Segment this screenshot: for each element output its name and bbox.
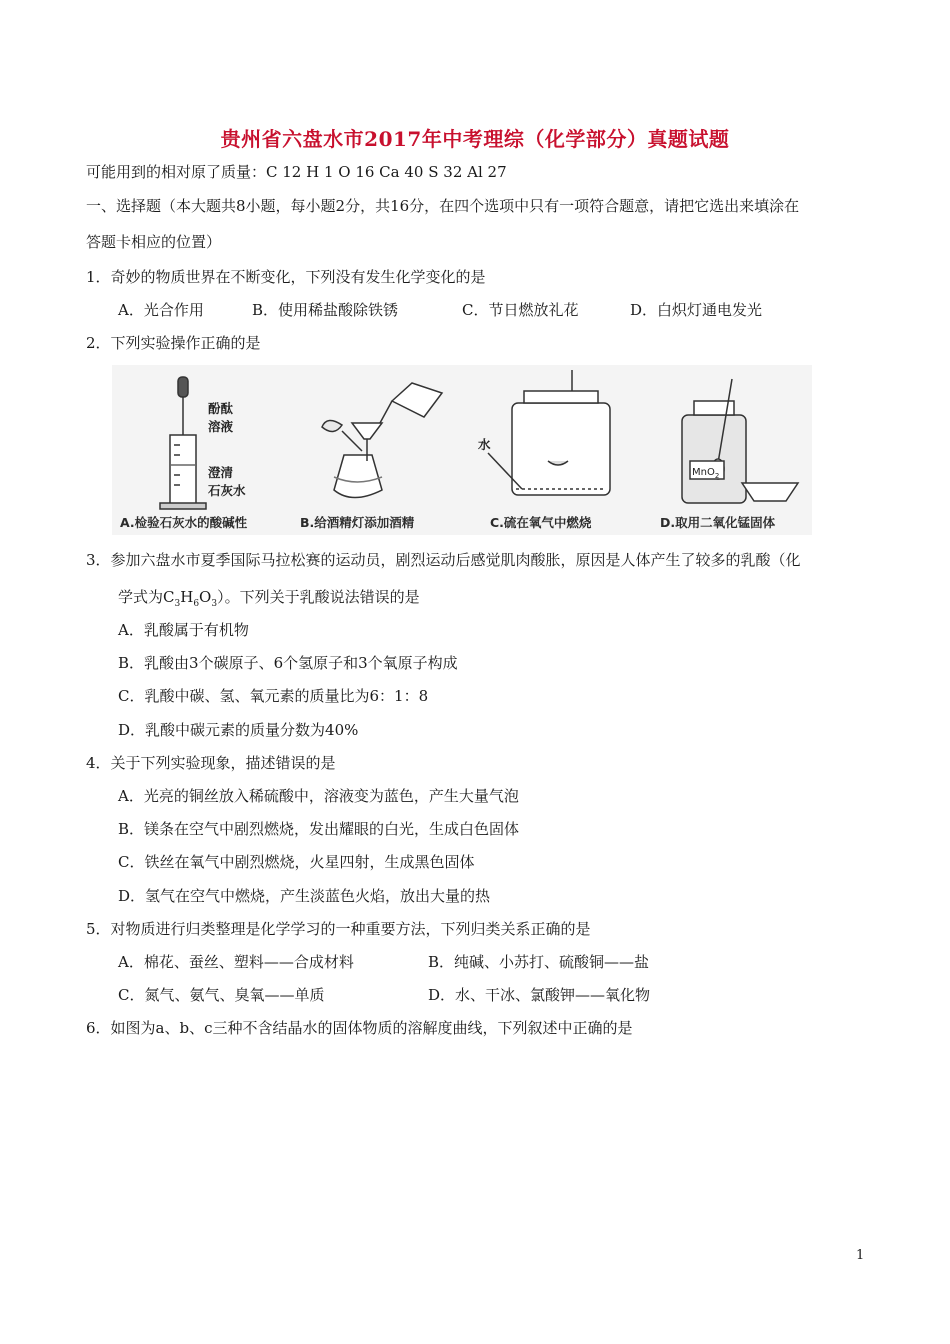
question-3-option-d: D．乳酸中碳元素的质量分数为40% [118, 721, 359, 739]
question-4-stem: 4．关于下列实验现象，描述错误的是 [86, 754, 336, 772]
question-1-stem: 1．奇妙的物质世界在不断变化，下列没有发生化学变化的是 [86, 268, 486, 286]
label-limewater-1: 澄清 [208, 465, 234, 480]
caption-c: C.硫在氧气中燃烧 [490, 515, 592, 530]
question-1-option-d: D．白炽灯通电发光 [630, 301, 763, 319]
label-phenolphthalein-2: 溶液 [208, 419, 234, 434]
question-5-stem: 5．对物质进行归类整理是化学学习的一种重要方法，下列归类关系正确的是 [86, 920, 591, 938]
lab-operations-figure [112, 365, 812, 535]
question-1-option-a: A．光合作用 [118, 301, 204, 319]
question-5-option-b: B．纯碱、小苏打、硫酸铜——盐 [428, 953, 650, 971]
lab-figure-svg [112, 365, 812, 535]
question-5-option-d: D．水、干冰、氯酸钾——氧化物 [428, 986, 651, 1004]
question-3-option-a: A．乳酸属于有机物 [118, 621, 249, 639]
caption-b: B.给酒精灯添加酒精 [300, 515, 415, 530]
question-2-stem: 2．下列实验操作正确的是 [86, 334, 261, 352]
question-4-option-a: A．光亮的铜丝放入稀硫酸中，溶液变为蓝色，产生大量气泡 [118, 787, 519, 805]
label-limewater-2: 石灰水 [208, 483, 246, 498]
question-5-option-c: C．氮气、氨气、臭氧——单质 [118, 986, 325, 1004]
atomic-mass-line: 可能用到的相对原了质量：C 12 H 1 O 16 Ca 40 S 32 Al 27 [86, 163, 507, 181]
question-5-option-a: A．棉花、蚕丝、塑料——合成材料 [118, 953, 354, 971]
question-4-option-b: B．镁条在空气中剧烈燃烧，发出耀眼的白光，生成白色固体 [118, 820, 520, 838]
caption-a: A.检验石灰水的酸碱性 [120, 515, 248, 530]
section-heading-line1: 一、选择题（本大题共8小题，每小题2分，共16分，在四个选项中只有一项符合题意，请把它选出来填涂在 [86, 197, 800, 215]
label-mno2: MnO$_2$ [692, 467, 720, 480]
question-3-option-b: B．乳酸由3个碳原子、6个氢原子和3个氧原子构成 [118, 654, 458, 672]
page-number: 1 [856, 1248, 865, 1263]
question-3-stem-line1: 3．参加六盘水市夏季国际马拉松赛的运动员，剧烈运动后感觉肌肉酸胀，原因是人体产生了较多的乳酸（化 [86, 551, 801, 569]
question-3-stem-line2: 学式为$C_3H_6O_3$）。下列关于乳酸说法错误的是 [118, 588, 420, 609]
document-title: 贵州省六盘水市2017年中考理综（化学部分）真题试题 [220, 127, 730, 151]
caption-d: D.取用二氧化锰固体 [660, 515, 776, 530]
question-4-option-c: C．铁丝在氧气中剧烈燃烧，火星四射，生成黑色固体 [118, 853, 475, 871]
question-1-option-c: C．节日燃放礼花 [462, 301, 579, 319]
question-4-option-d: D．氢气在空气中燃烧，产生淡蓝色火焰，放出大量的热 [118, 887, 491, 905]
label-water: 水 [478, 437, 491, 452]
question-6-stem: 6．如图为a、b、c三种不含结晶水的固体物质的溶解度曲线，下列叙述中正确的是 [86, 1019, 633, 1037]
section-heading-line2: 答题卡相应的位置） [86, 233, 222, 251]
label-phenolphthalein-1: 酚酞 [208, 401, 234, 416]
question-1-option-b: B．使用稀盐酸除铁锈 [252, 301, 399, 319]
question-3-option-c: C．乳酸中碳、氢、氧元素的质量比为6：1：8 [118, 687, 429, 705]
